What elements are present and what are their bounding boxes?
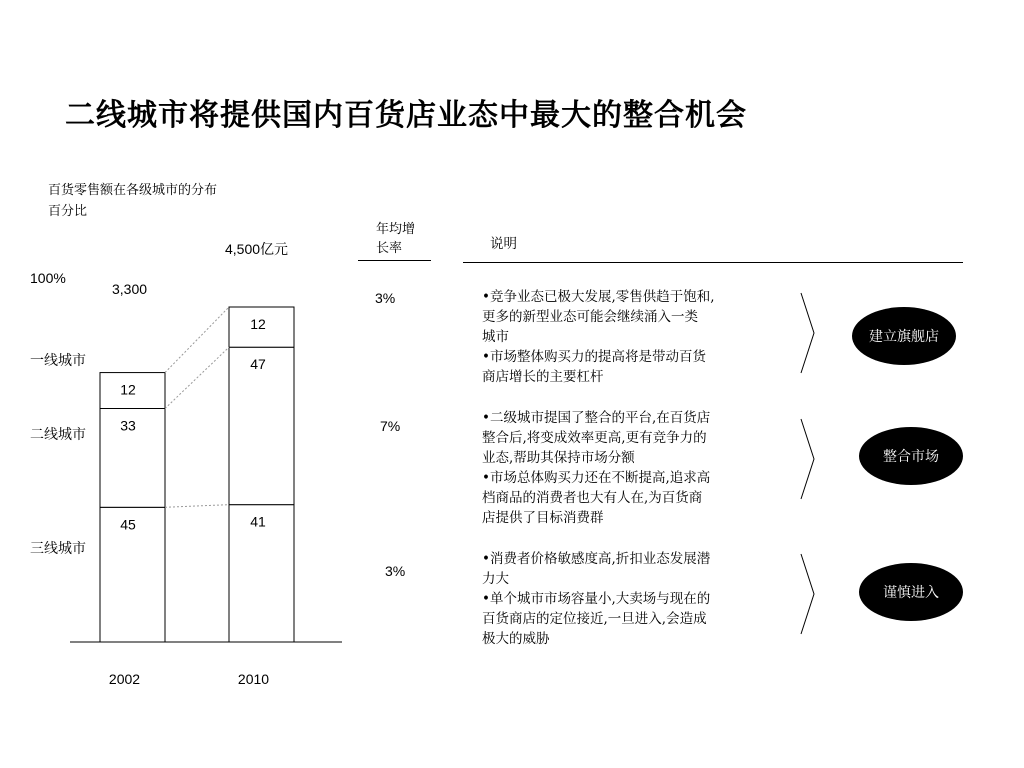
action-badge-integrate: 整合市场 [859,427,963,485]
growth-rate-2: 7% [380,418,401,434]
growth-header-line1: 年均增 [376,222,416,237]
total-label-2010: 4,500亿元 [225,241,289,257]
data-label-2002-s0: 12 [120,381,136,398]
data-label-2010-s2: 41 [250,513,266,530]
desc-header: 说明 [490,236,517,252]
chevron-right-icon [800,292,816,374]
connector-line [165,505,229,508]
chart-subtitle-line1: 百货零售额在各级城市的分布 [48,183,218,198]
data-label-2010-s0: 12 [250,316,266,332]
growth-rate-3: 3% [385,563,406,579]
data-label-2002-s2: 45 [120,516,136,533]
total-label-2002: 3,300 [112,281,148,297]
description-3: •消费者价格敏感度高,折扣业态发展潜 力大 •单个城市市场容量小,大卖场与现在的 百货商店的定位接近,一旦进入,会造成 极大的威胁 [482,551,711,647]
row-label-tier3: 三线城市 [30,541,86,557]
page-title: 二线城市将提供国内百货店业态中最大的整合机会 [65,98,747,133]
category-label-2002: 2002 [108,671,141,687]
row-label-tier2: 二线城市 [30,427,86,443]
growth-rate-1: 3% [375,290,396,306]
description-1: •竞争业态已极大发展,零售供趋于饱和, 更多的新型业态可能会继续涌入一类 城市 •市场整体购买力的提高将是带动百货 商店增长的主要杠杆 [482,289,715,385]
chart-subtitle-line2: 百分比 [48,204,88,219]
desc-header-underline [463,262,963,263]
growth-header [376,220,415,258]
action-badge-flagship: 建立旗舰店 [852,307,956,365]
data-label-2010-s1: 47 [250,356,266,373]
connector-line [165,347,229,408]
row-label-tier1: 一线城市 [30,353,86,369]
description-2: •二级城市提国了整合的平台,在百货店 整合后,将变成效率更高,更有竞争力的 业态,帮助其保持市场分额 •市场总体购买力还在不断提高,追求高 档商品的消费者也大有人在,为百货商 店提供了目标消费群 [482,410,711,526]
action-badge-cautious: 谨慎进入 [859,563,963,621]
category-label-2010: 2010 [237,671,270,687]
chevron-right-icon [800,553,816,635]
growth-header-underline [358,260,431,261]
growth-header-line2: 长率 [376,241,403,256]
chevron-right-icon [800,418,816,500]
data-label-2002-s1: 33 [120,417,136,434]
y-axis-top-label: 100% [30,270,66,286]
connector-line [165,307,229,373]
